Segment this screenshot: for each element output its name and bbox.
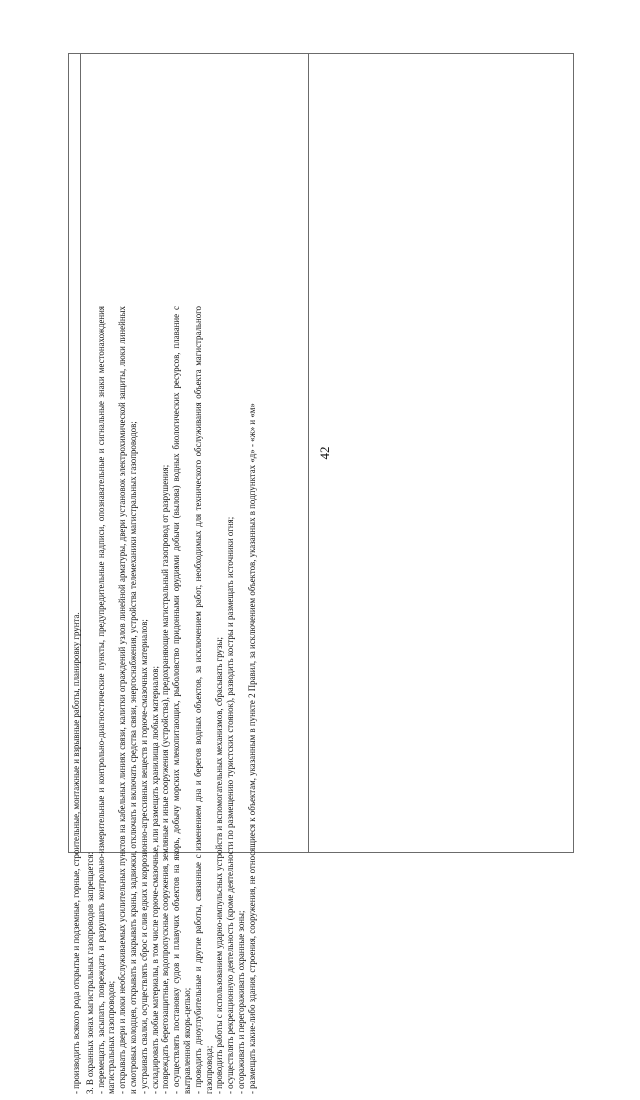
column-divider-right — [308, 54, 309, 852]
paragraph: - складировать любые материалы, в том числе горюче-смазочные, или размещать хранилища любых материалов; — [149, 666, 160, 1094]
paragraph: - открывать двери и люки необслуживаемых усилительных пунктов на кабельных линиях связи, калитки ограждений узлов линейной арматуры, двери установок электрохимической защиты, люки линейных и смотровых колодцев, открывать и закрывать краны, задвижки, отключать и включать средства связи, энергоснабжения, устройства телемеханики магистральных газопроводов; — [117, 306, 138, 1094]
paragraph: - осуществлять рекреационную деятельность (кроме деятельности по размещению туристских стоянок), разводить костры и размещать источники огня; — [225, 516, 236, 1094]
paragraph: - проводить работы с использованием ударно-импульсных устройств и вспомогательных механизмов, сбрасывать грузы; — [214, 637, 225, 1094]
paragraph: - огораживать и перегораживать охранные зоны; — [235, 910, 246, 1094]
paragraph: - осуществлять постановку судов и плавучих объектов на якорь, добычу морских млекопитающих, рыболовство придонными орудиями добычи (вылова) водных биологических ресурсов, плавание с вытравленной якорь-цепью; — [171, 306, 192, 1094]
paragraph: - устраивать свалки, осуществлять сброс и слив едких и коррозионно-агрессивных веществ и горюче-смазочных материалов; — [138, 619, 149, 1094]
paragraph: - проводить дноуглубительные и другие работы, связанные с изменением дна и берегов водных объектов, за исключением работ, необходимых для технического обслуживания объекта магистрального газопровода; — [192, 306, 214, 1094]
paragraph: - повреждать берегозащитные, водопропускные сооружения, земляные и иные сооружения (устройства), предохраняющие магистральный газопровод от разрушения; — [160, 464, 171, 1094]
page-number: 42 — [317, 446, 332, 460]
paragraph: - перемещать, засыпать, повреждать и разрушать контрольно-измерительные и контрольно-диагностические пункты, предупредительные надписи, опознавательные и сигнальные знаки местонахождения магистральных газопроводов; — [95, 306, 117, 1094]
table-cell-text — [69, 300, 297, 1100]
paragraph: - производить всякого рода открытые и подземные, горные, строительные, монтажные и взрывные работы, планировку грунта. — [71, 612, 81, 1094]
paragraph: - размещать какие-либо здания, строения, сооружения, не относящиеся к объектам, указанным в пункте 2 Правил, за исключением объектов, указанных в подпунктах «д» - «ж» и «м» — [246, 403, 257, 1094]
paragraph: 3. В охранных зонах магистральных газопроводов запрещается: — [84, 852, 95, 1094]
